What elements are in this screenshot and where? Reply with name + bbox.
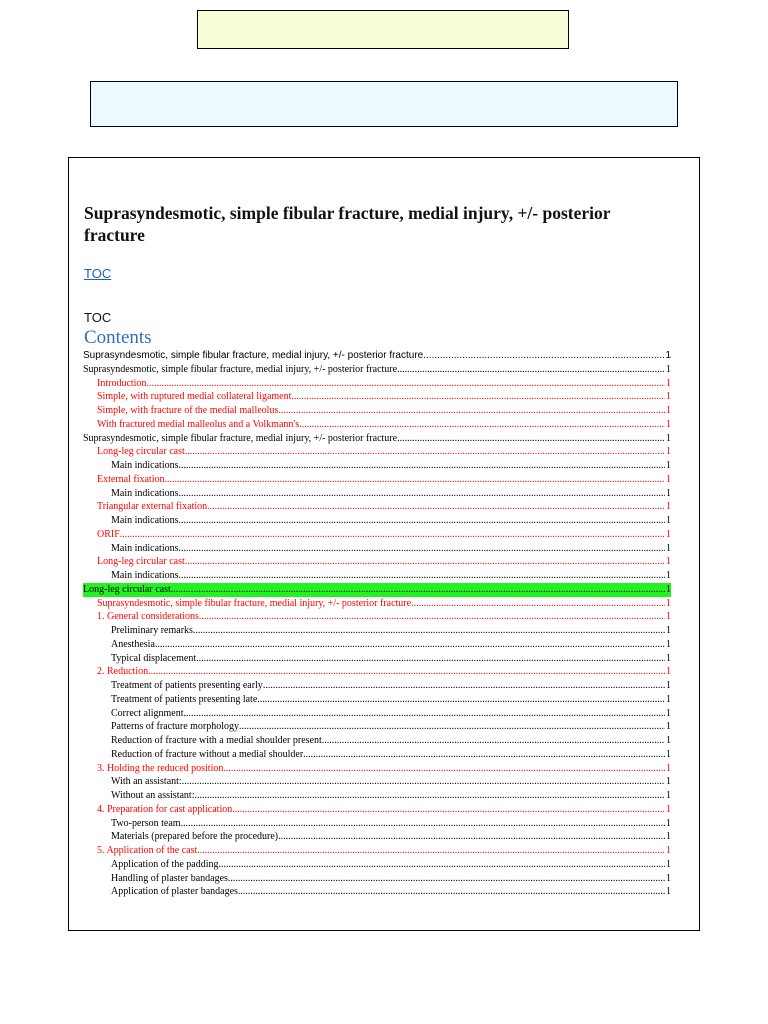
toc-page-number: 1 [666, 377, 671, 389]
toc-dot-leader [185, 555, 665, 569]
toc-entry-text: 4. Preparation for cast application [97, 803, 233, 815]
toc-dot-leader [185, 445, 665, 459]
toc-page-number: 1 [666, 845, 671, 856]
toc-page-number: 1 [666, 391, 671, 403]
toc-link[interactable]: TOC [84, 266, 112, 281]
toc-dot-leader [207, 500, 665, 514]
toc-entry-text: Main indications [111, 487, 179, 499]
toc-page-number: 1 [666, 597, 671, 609]
toc-dot-leader [196, 652, 665, 666]
toc-page-number: 1 [666, 790, 671, 801]
toc-entry-text: With an assistant: [111, 776, 182, 788]
toc-page-number: 1 [666, 680, 671, 691]
toc-page-number: 1 [666, 487, 671, 499]
toc-entry[interactable] [83, 487, 671, 501]
toc-entry[interactable] [83, 569, 671, 583]
toc-dot-leader [194, 789, 665, 803]
toc-page-number: 1 [666, 446, 671, 458]
toc-page-number: 1 [666, 528, 671, 540]
toc-page-number: 1 [666, 707, 671, 719]
toc-entry[interactable] [83, 624, 671, 638]
toc-dot-leader [179, 514, 666, 528]
toc-entry-text: Main indications [111, 570, 179, 581]
toc-dot-leader [164, 473, 665, 487]
toc-entry-text: Simple, with fracture of the medial malleolus [97, 405, 279, 416]
toc-dot-leader [299, 418, 665, 432]
toc-entry[interactable] [83, 514, 671, 528]
toc-dot-leader [197, 844, 665, 858]
toc-entry[interactable] [83, 720, 671, 734]
toc-entry[interactable] [83, 789, 671, 803]
toc-entry[interactable] [83, 679, 671, 693]
toc-entry[interactable] [83, 610, 671, 624]
toc-dot-leader [238, 885, 665, 899]
toc-page-number: 1 [666, 831, 671, 843]
toc-entry-text: Long-leg circular cast [97, 556, 185, 568]
toc-page-number: 1 [666, 817, 671, 829]
toc-dot-leader [303, 748, 665, 762]
toc-page-number: 1 [666, 858, 671, 870]
toc-dot-leader [397, 432, 665, 446]
toc-dot-leader [397, 363, 665, 377]
toc-dot-leader [148, 665, 665, 679]
toc-entry-text: 1. General considerations [97, 611, 199, 623]
toc-entry[interactable] [83, 775, 671, 789]
toc-page-number: 1 [666, 625, 671, 636]
toc-entry[interactable] [83, 844, 671, 858]
toc-dot-leader [423, 349, 664, 363]
document-title: Suprasyndesmotic, simple fibular fracture, medial injury, +/- posterior fracture [84, 203, 611, 245]
toc-page-number: 1 [666, 570, 671, 581]
toc-entry[interactable] [83, 597, 671, 611]
toc-page-number: 1 [666, 556, 671, 568]
toc-entry-text: 2. Reduction [97, 666, 149, 678]
toc-dot-leader [120, 528, 665, 542]
toc-dot-leader [322, 734, 665, 748]
toc-page-number: 1 [666, 611, 671, 623]
toc-entry[interactable] [83, 872, 671, 886]
toc-entry[interactable] [83, 473, 671, 487]
toc-entry[interactable] [83, 432, 671, 446]
toc-page-number: 1 [666, 776, 671, 788]
toc-entry-text: Treatment of patients presenting late [111, 693, 258, 705]
toc-dot-leader [155, 638, 665, 652]
toc-dot-leader [182, 775, 665, 789]
toc-entry[interactable] [83, 652, 671, 666]
toc-dot-leader [239, 720, 665, 734]
toc-entry[interactable] [83, 583, 671, 597]
toc-entry-text: Application of plaster bandages [111, 886, 238, 898]
toc-entry[interactable] [83, 404, 671, 418]
toc-entry[interactable] [83, 830, 671, 844]
toc-entry-text: Reduction of fracture with a medial shoulder present [111, 735, 322, 746]
toc-dot-leader [193, 624, 665, 638]
toc-entry[interactable] [83, 363, 671, 377]
toc-label: TOC [84, 310, 112, 325]
toc-dot-leader [179, 459, 666, 473]
toc-entry-text: Suprasyndesmotic, simple fibular fracture, medial injury, +/- posterior fracture [83, 432, 398, 444]
toc-entry[interactable] [83, 377, 671, 391]
toc-dot-leader [257, 693, 665, 707]
toc-entry[interactable] [83, 500, 671, 514]
toc-page-number: 1 [666, 735, 671, 746]
toc-page-number: 1 [666, 872, 671, 884]
toc-page-number: 1 [666, 693, 671, 705]
toc-entry[interactable] [83, 885, 671, 899]
toc-dot-leader [181, 817, 665, 831]
toc-entry-text: Main indications [111, 542, 179, 554]
toc-entry[interactable] [83, 734, 671, 748]
toc-entry-text: Reduction of fracture without a medial shoulder [111, 748, 304, 760]
toc-page-number: 1 [666, 721, 671, 733]
toc-entry-text: Main indications [111, 460, 179, 471]
toc-entry-text: Suprasyndesmotic, simple fibular fracture, medial injury, +/- posterior fracture [97, 597, 412, 609]
toc-entry[interactable] [83, 762, 671, 776]
toc-dot-leader [199, 610, 665, 624]
toc-entry-text: Correct alignment [111, 707, 184, 719]
toc-dot-leader [218, 858, 665, 872]
toc-dot-leader [291, 390, 665, 404]
toc-dot-leader [146, 377, 665, 391]
toc-dot-leader [263, 679, 665, 693]
toc-entry-text: Simple, with ruptured medial collateral ligament [97, 391, 292, 403]
toc-entry-text: External fixation [97, 473, 165, 485]
toc-entry[interactable] [83, 803, 671, 817]
toc-dot-leader [179, 542, 666, 556]
toc-page-number: 1 [666, 666, 671, 678]
toc-entry[interactable] [83, 418, 671, 432]
toc-entry-text: Long-leg circular cast [97, 446, 185, 458]
toc-entry-text: Two-person team [111, 817, 181, 829]
toc-dot-leader [411, 597, 665, 611]
toc-entry-text: 3. Holding the reduced position [97, 762, 224, 774]
toc-entry[interactable] [83, 555, 671, 569]
toc-page-number: 1 [666, 583, 671, 595]
toc-entry-text: Long-leg circular cast [83, 583, 171, 595]
toc-entry-text: Materials (prepared before the procedure) [111, 831, 279, 843]
toc-page-number: 1 [666, 501, 671, 513]
toc-entry[interactable] [83, 693, 671, 707]
toc-page-number: 1 [666, 460, 671, 471]
document-page [68, 157, 700, 931]
toc-dot-leader [278, 404, 665, 418]
toc-entry[interactable] [83, 445, 671, 459]
toc-entry-text: ORIF [97, 528, 120, 540]
toc-page-number: 1 [665, 350, 671, 361]
toc-entry[interactable] [83, 817, 671, 831]
toc-entry-text: Preliminary remarks [111, 625, 193, 636]
toc-page-number: 1 [666, 652, 671, 664]
toc-entry[interactable] [83, 707, 671, 721]
toc-dot-leader [232, 803, 665, 817]
toc-page-number: 1 [666, 886, 671, 898]
toc-entry-text: With fractured medial malleolus and a Volkmann's [97, 418, 300, 430]
toc-page-number: 1 [666, 762, 671, 774]
toc-page-number: 1 [666, 803, 671, 815]
toc-page-number: 1 [666, 748, 671, 760]
toc-dot-leader [278, 830, 665, 844]
toc-entry-text: Suprasyndesmotic, simple fibular fracture, medial injury, +/- posterior fracture [83, 363, 398, 375]
toc-entry[interactable] [83, 459, 671, 473]
toc-page-number: 1 [666, 473, 671, 485]
toc-entry[interactable] [83, 638, 671, 652]
subheader-banner-box [90, 81, 678, 127]
toc-entry-text: Anesthesia [111, 638, 155, 650]
toc-entry-text: 5. Application of the cast [97, 845, 198, 856]
toc-entry[interactable] [83, 748, 671, 762]
toc-entry[interactable] [83, 665, 671, 679]
toc-page-number: 1 [666, 515, 671, 526]
toc-entry-text: Treatment of patients presenting early [111, 680, 263, 691]
table-of-contents [83, 349, 671, 899]
toc-page-number: 1 [666, 432, 671, 444]
toc-entry-text: Introduction [97, 377, 147, 389]
toc-dot-leader [179, 487, 666, 501]
toc-entry-text: Handling of plaster bandages [111, 872, 228, 884]
toc-entry-text: Application of the padding [111, 858, 219, 870]
toc-entry[interactable] [83, 542, 671, 556]
toc-entry-text: Suprasyndesmotic, simple fibular fracture, medial injury, +/- posterior fracture [83, 350, 424, 361]
toc-page-number: 1 [666, 418, 671, 430]
toc-entry-text: Without an assistant: [111, 790, 195, 801]
toc-entry[interactable] [83, 858, 671, 872]
toc-dot-leader [179, 569, 666, 583]
toc-entry[interactable] [83, 349, 671, 363]
header-banner-box [197, 10, 569, 49]
toc-page-number: 1 [666, 542, 671, 554]
toc-entry-text: Triangular external fixation [97, 501, 208, 513]
toc-page-number: 1 [666, 363, 671, 375]
toc-entry-text: Patterns of fracture morphology [111, 721, 240, 733]
toc-entry-text: Typical displacement [111, 652, 197, 664]
toc-dot-leader [223, 762, 665, 776]
toc-dot-leader [228, 872, 665, 886]
toc-page-number: 1 [666, 638, 671, 650]
toc-dot-leader [183, 707, 665, 721]
toc-entry-text: Main indications [111, 515, 179, 526]
toc-entry[interactable] [83, 390, 671, 404]
contents-heading: Contents [84, 327, 152, 348]
toc-dot-leader [171, 583, 665, 597]
toc-page-number: 1 [666, 405, 671, 416]
toc-entry[interactable] [83, 528, 671, 542]
